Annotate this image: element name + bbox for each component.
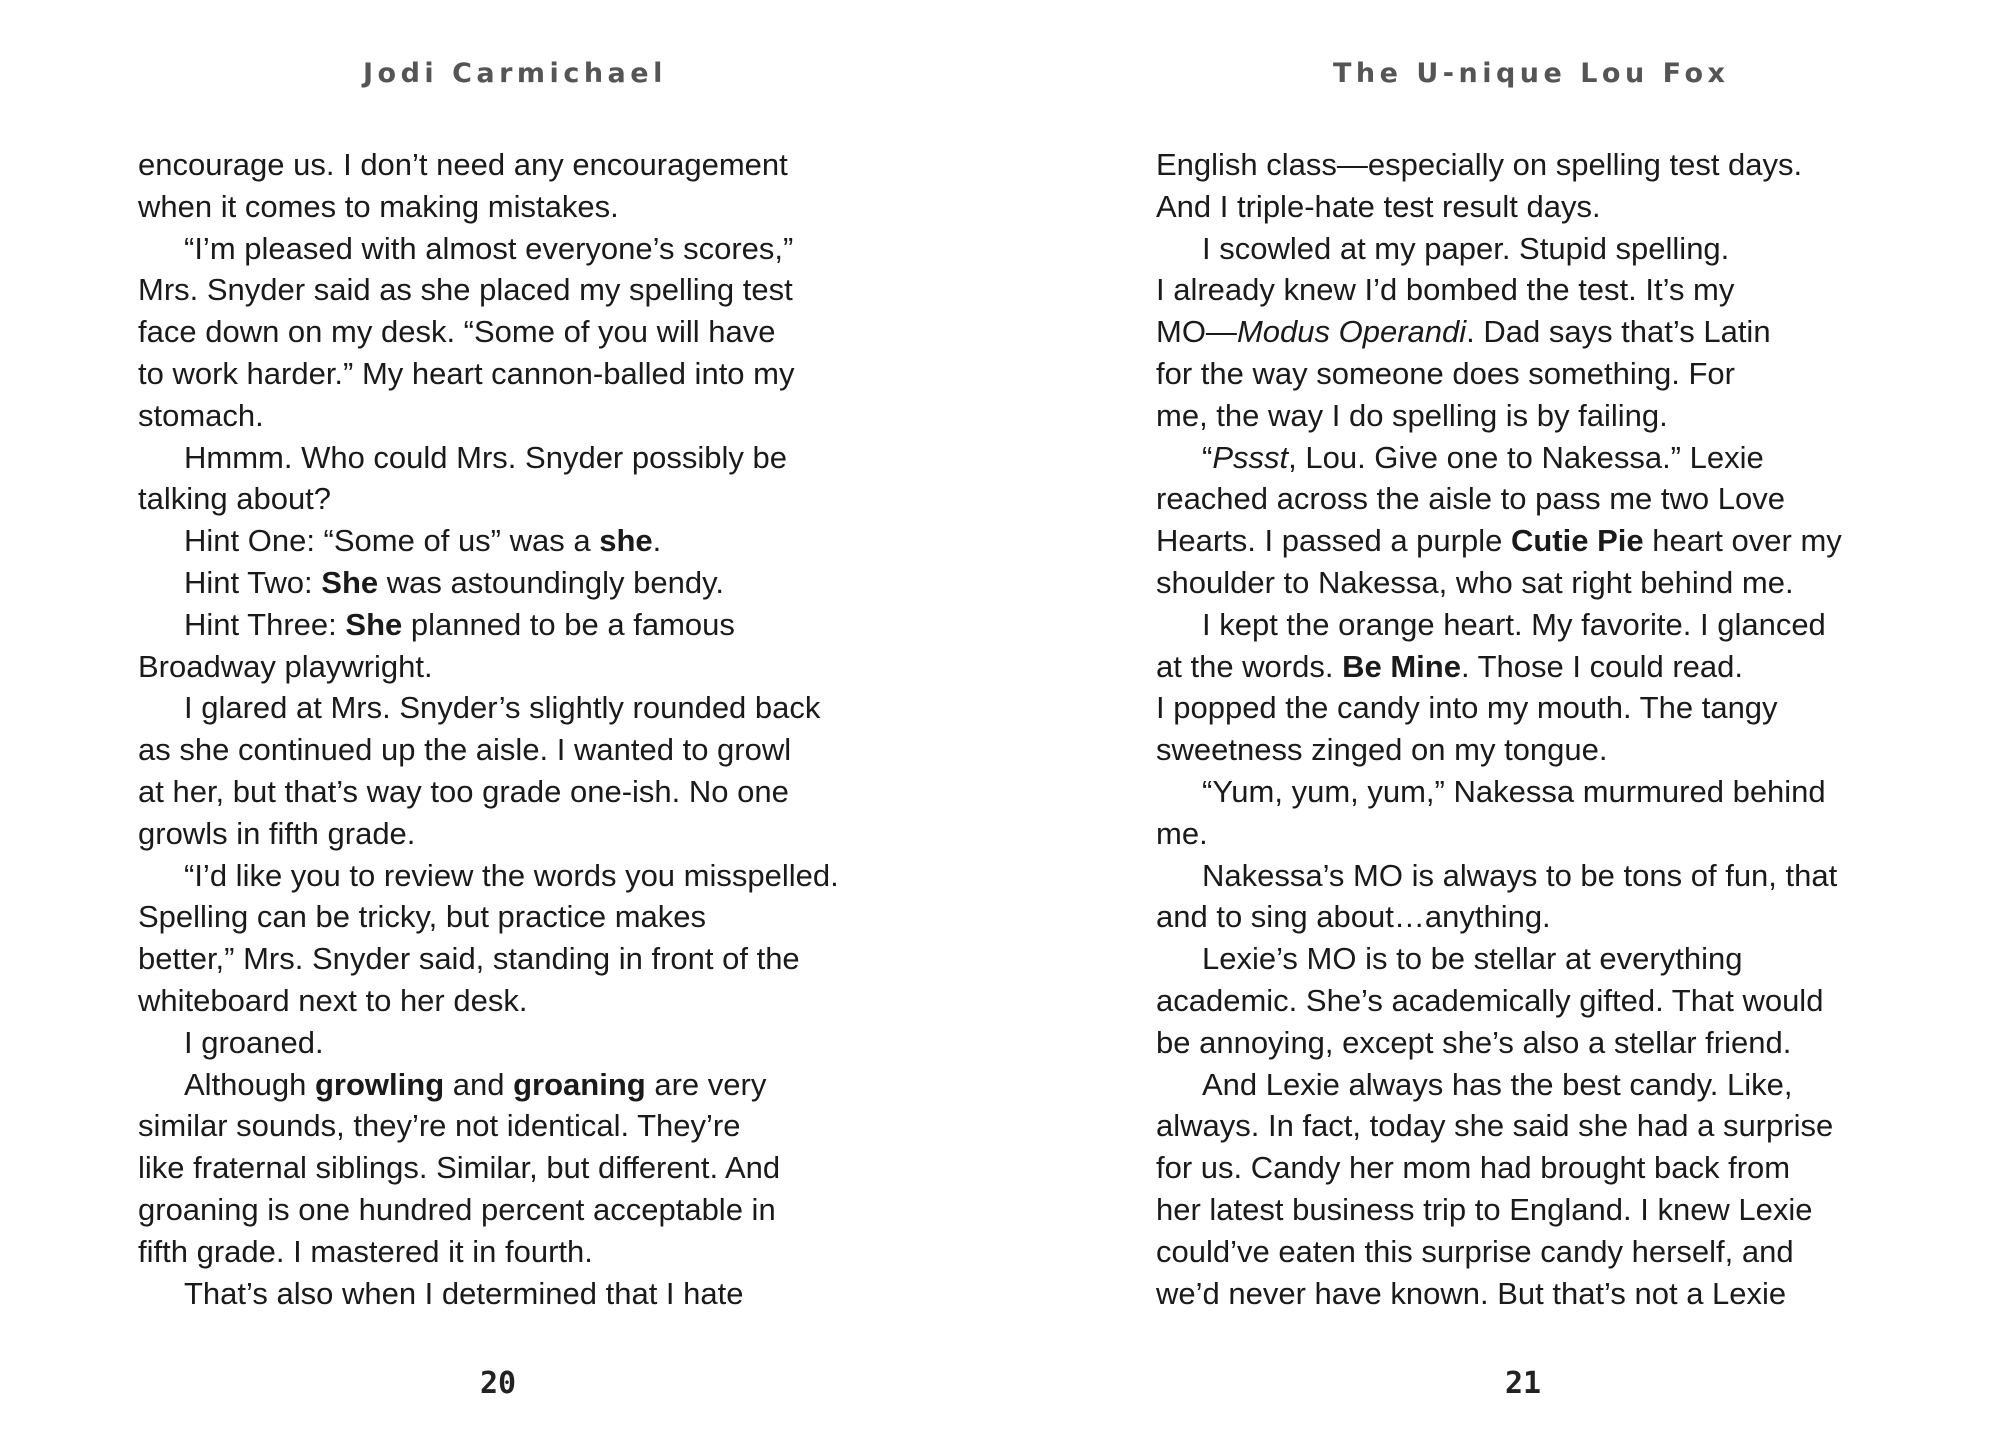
text-run: academic. She’s academically gifted. That would (1156, 982, 1824, 1018)
text-run: “I’d like you to review the words you misspelled. (184, 857, 839, 893)
text-line (138, 1273, 898, 1315)
text-line (138, 1105, 898, 1147)
text-run: and to sing about…anything. (1156, 899, 1551, 935)
text-line (1156, 144, 1916, 186)
text-run: be annoying, except she’s also a stellar friend. (1156, 1024, 1792, 1060)
text-run: And Lexie always has the best candy. Like, (1202, 1066, 1793, 1102)
text-run: stomach. (138, 397, 264, 433)
text-run: planned to be a famous (402, 606, 735, 642)
text-run: reached across the aisle to pass me two Love (1156, 481, 1785, 517)
text-run: at her, but that’s way too grade one-ish. No one (138, 773, 789, 809)
text-run: encourage us. I don’t need any encouragement (138, 147, 788, 182)
running-head-author: Jodi Carmichael (363, 58, 667, 89)
text-run: was astoundingly bendy. (378, 564, 724, 600)
text-bold: Cutie Pie (1510, 523, 1644, 559)
text-line (1156, 562, 1916, 604)
text-line (1156, 855, 1916, 897)
text-run: face down on my desk. “Some of you will have (138, 314, 776, 350)
text-run: Lexie’s MO is to be stellar at everything (1202, 941, 1743, 977)
text-line (138, 729, 898, 771)
text-line (138, 562, 898, 604)
text-line (1156, 395, 1916, 437)
left-page-body (138, 144, 898, 1314)
running-head-title: The U-nique Lou Fox (1333, 58, 1730, 89)
text-run: I popped the candy into my mouth. The tangy (1156, 690, 1778, 726)
text-run: Broadway playwright. (138, 648, 433, 684)
text-line (138, 395, 898, 437)
text-run: I glared at Mrs. Snyder’s slightly rounded back (184, 690, 821, 726)
text-line (138, 604, 898, 646)
text-run: growls in fifth grade. (138, 815, 416, 851)
text-run: That’s also when I determined that I hate (184, 1275, 744, 1311)
text-run: could’ve eaten this surprise candy herself, and (1156, 1233, 1794, 1269)
text-run: groaning is one hundred percent acceptable in (138, 1191, 776, 1227)
text-run: Spelling can be tricky, but practice makes (138, 899, 707, 935)
text-line (1156, 771, 1916, 813)
text-line (138, 1147, 898, 1189)
text-line (1156, 1231, 1916, 1273)
text-line (1156, 186, 1916, 228)
text-line (1156, 980, 1916, 1022)
text-line (1156, 687, 1916, 729)
text-line (138, 813, 898, 855)
text-run: “ (1202, 439, 1213, 475)
text-run: and (444, 1066, 514, 1102)
text-run: English class—especially on spelling test days. (1156, 147, 1803, 182)
text-run: I scowled at my paper. Stupid spelling. (1202, 230, 1730, 266)
text-run: for the way someone does something. For (1156, 355, 1735, 391)
text-run: , Lou. Give one to Nakessa.” Lexie (1288, 439, 1764, 475)
text-line (1156, 1147, 1916, 1189)
text-line (138, 980, 898, 1022)
text-italic: Pssst (1212, 439, 1289, 475)
text-line (138, 1231, 898, 1273)
text-line (138, 687, 898, 729)
text-run: Mrs. Snyder said as she placed my spelling test (138, 272, 793, 308)
text-run: Hmmm. Who could Mrs. Snyder possibly be (184, 439, 787, 475)
text-line (1156, 896, 1916, 938)
text-bold: She (321, 564, 379, 600)
text-run: I already knew I’d bombed the test. It’s my (1156, 272, 1735, 308)
text-line (138, 353, 898, 395)
text-run: . Those I could read. (1460, 648, 1743, 684)
right-page-body (1156, 144, 1916, 1314)
text-line (138, 269, 898, 311)
text-run: me. (1156, 815, 1208, 851)
text-line (1156, 520, 1916, 562)
text-run: “Yum, yum, yum,” Nakessa murmured behind (1202, 773, 1826, 809)
text-line (138, 771, 898, 813)
text-line (138, 1022, 898, 1064)
page-number-right: 21 (1505, 1366, 1542, 1401)
text-run: as she continued up the aisle. I wanted to growl (138, 732, 792, 768)
text-line (138, 144, 898, 186)
text-line (1156, 1064, 1916, 1106)
text-line (1156, 353, 1916, 395)
text-run: better,” Mrs. Snyder said, standing in front of the (138, 941, 800, 977)
text-line (1156, 646, 1916, 688)
text-run: Hint One: “Some of us” was a (184, 523, 600, 559)
text-line (138, 938, 898, 980)
text-run: like fraternal siblings. Similar, but different. And (138, 1150, 781, 1186)
text-line (138, 186, 898, 228)
text-run: heart over my (1643, 523, 1842, 559)
text-line (138, 1064, 898, 1106)
text-run: fifth grade. I mastered it in fourth. (138, 1233, 593, 1269)
text-run: me, the way I do spelling is by failing. (1156, 397, 1668, 433)
text-run: Hint Two: (184, 564, 322, 600)
text-line (138, 520, 898, 562)
text-run: sweetness zinged on my tongue. (1156, 732, 1608, 768)
text-run: Hearts. I passed a purple (1156, 523, 1511, 559)
text-bold: groaning (513, 1066, 646, 1102)
text-line (1156, 729, 1916, 771)
text-bold: she (599, 523, 653, 559)
text-line (1156, 228, 1916, 270)
text-run: her latest business trip to England. I knew Lexie (1156, 1191, 1813, 1227)
text-run: I groaned. (184, 1024, 324, 1060)
text-run: “I’m pleased with almost everyone’s scores,” (184, 230, 794, 266)
text-run: for us. Candy her mom had brought back from (1156, 1150, 1791, 1186)
text-line (1156, 813, 1916, 855)
text-line (138, 646, 898, 688)
text-line (1156, 478, 1916, 520)
text-run: Nakessa’s MO is always to be tons of fun, that (1202, 857, 1838, 893)
text-run: shoulder to Nakessa, who sat right behind me. (1156, 564, 1794, 600)
text-line (138, 855, 898, 897)
text-line (138, 228, 898, 270)
text-line (138, 896, 898, 938)
text-run: . (652, 523, 662, 559)
text-bold: Be Mine (1342, 648, 1461, 684)
text-run: at the words. (1156, 648, 1343, 684)
text-run: Hint Three: (184, 606, 346, 642)
text-run: when it comes to making mistakes. (138, 188, 619, 224)
text-run: we’d never have known. But that’s not a Lexie (1156, 1275, 1787, 1311)
text-line (1156, 437, 1916, 479)
text-run: are very (645, 1066, 767, 1102)
text-run: . Dad says that’s Latin (1466, 314, 1771, 350)
text-line (1156, 604, 1916, 646)
text-line (1156, 311, 1916, 353)
text-line (138, 1189, 898, 1231)
text-run: I kept the orange heart. My favorite. I glanced (1202, 606, 1826, 642)
text-line (1156, 938, 1916, 980)
text-run: always. In fact, today she said she had a surprise (1156, 1108, 1834, 1144)
text-run: to work harder.” My heart cannon-balled into my (138, 355, 795, 391)
text-line (138, 311, 898, 353)
text-line (1156, 1105, 1916, 1147)
text-bold: growling (315, 1066, 445, 1102)
text-run: talking about? (138, 481, 332, 517)
text-line (1156, 1189, 1916, 1231)
text-line (138, 437, 898, 479)
text-line (1156, 1022, 1916, 1064)
text-italic: Modus Operandi (1236, 314, 1467, 350)
page-number-left: 20 (480, 1366, 517, 1401)
text-line (1156, 269, 1916, 311)
text-line (138, 478, 898, 520)
text-run: And I triple-hate test result days. (1156, 188, 1601, 224)
text-line (1156, 1273, 1916, 1315)
text-run: similar sounds, they’re not identical. They’re (138, 1108, 741, 1144)
right-page (1000, 0, 2000, 1455)
text-run: whiteboard next to her desk. (138, 982, 528, 1018)
text-bold: She (345, 606, 403, 642)
text-run: MO— (1156, 314, 1237, 350)
text-run: Although (184, 1066, 315, 1102)
